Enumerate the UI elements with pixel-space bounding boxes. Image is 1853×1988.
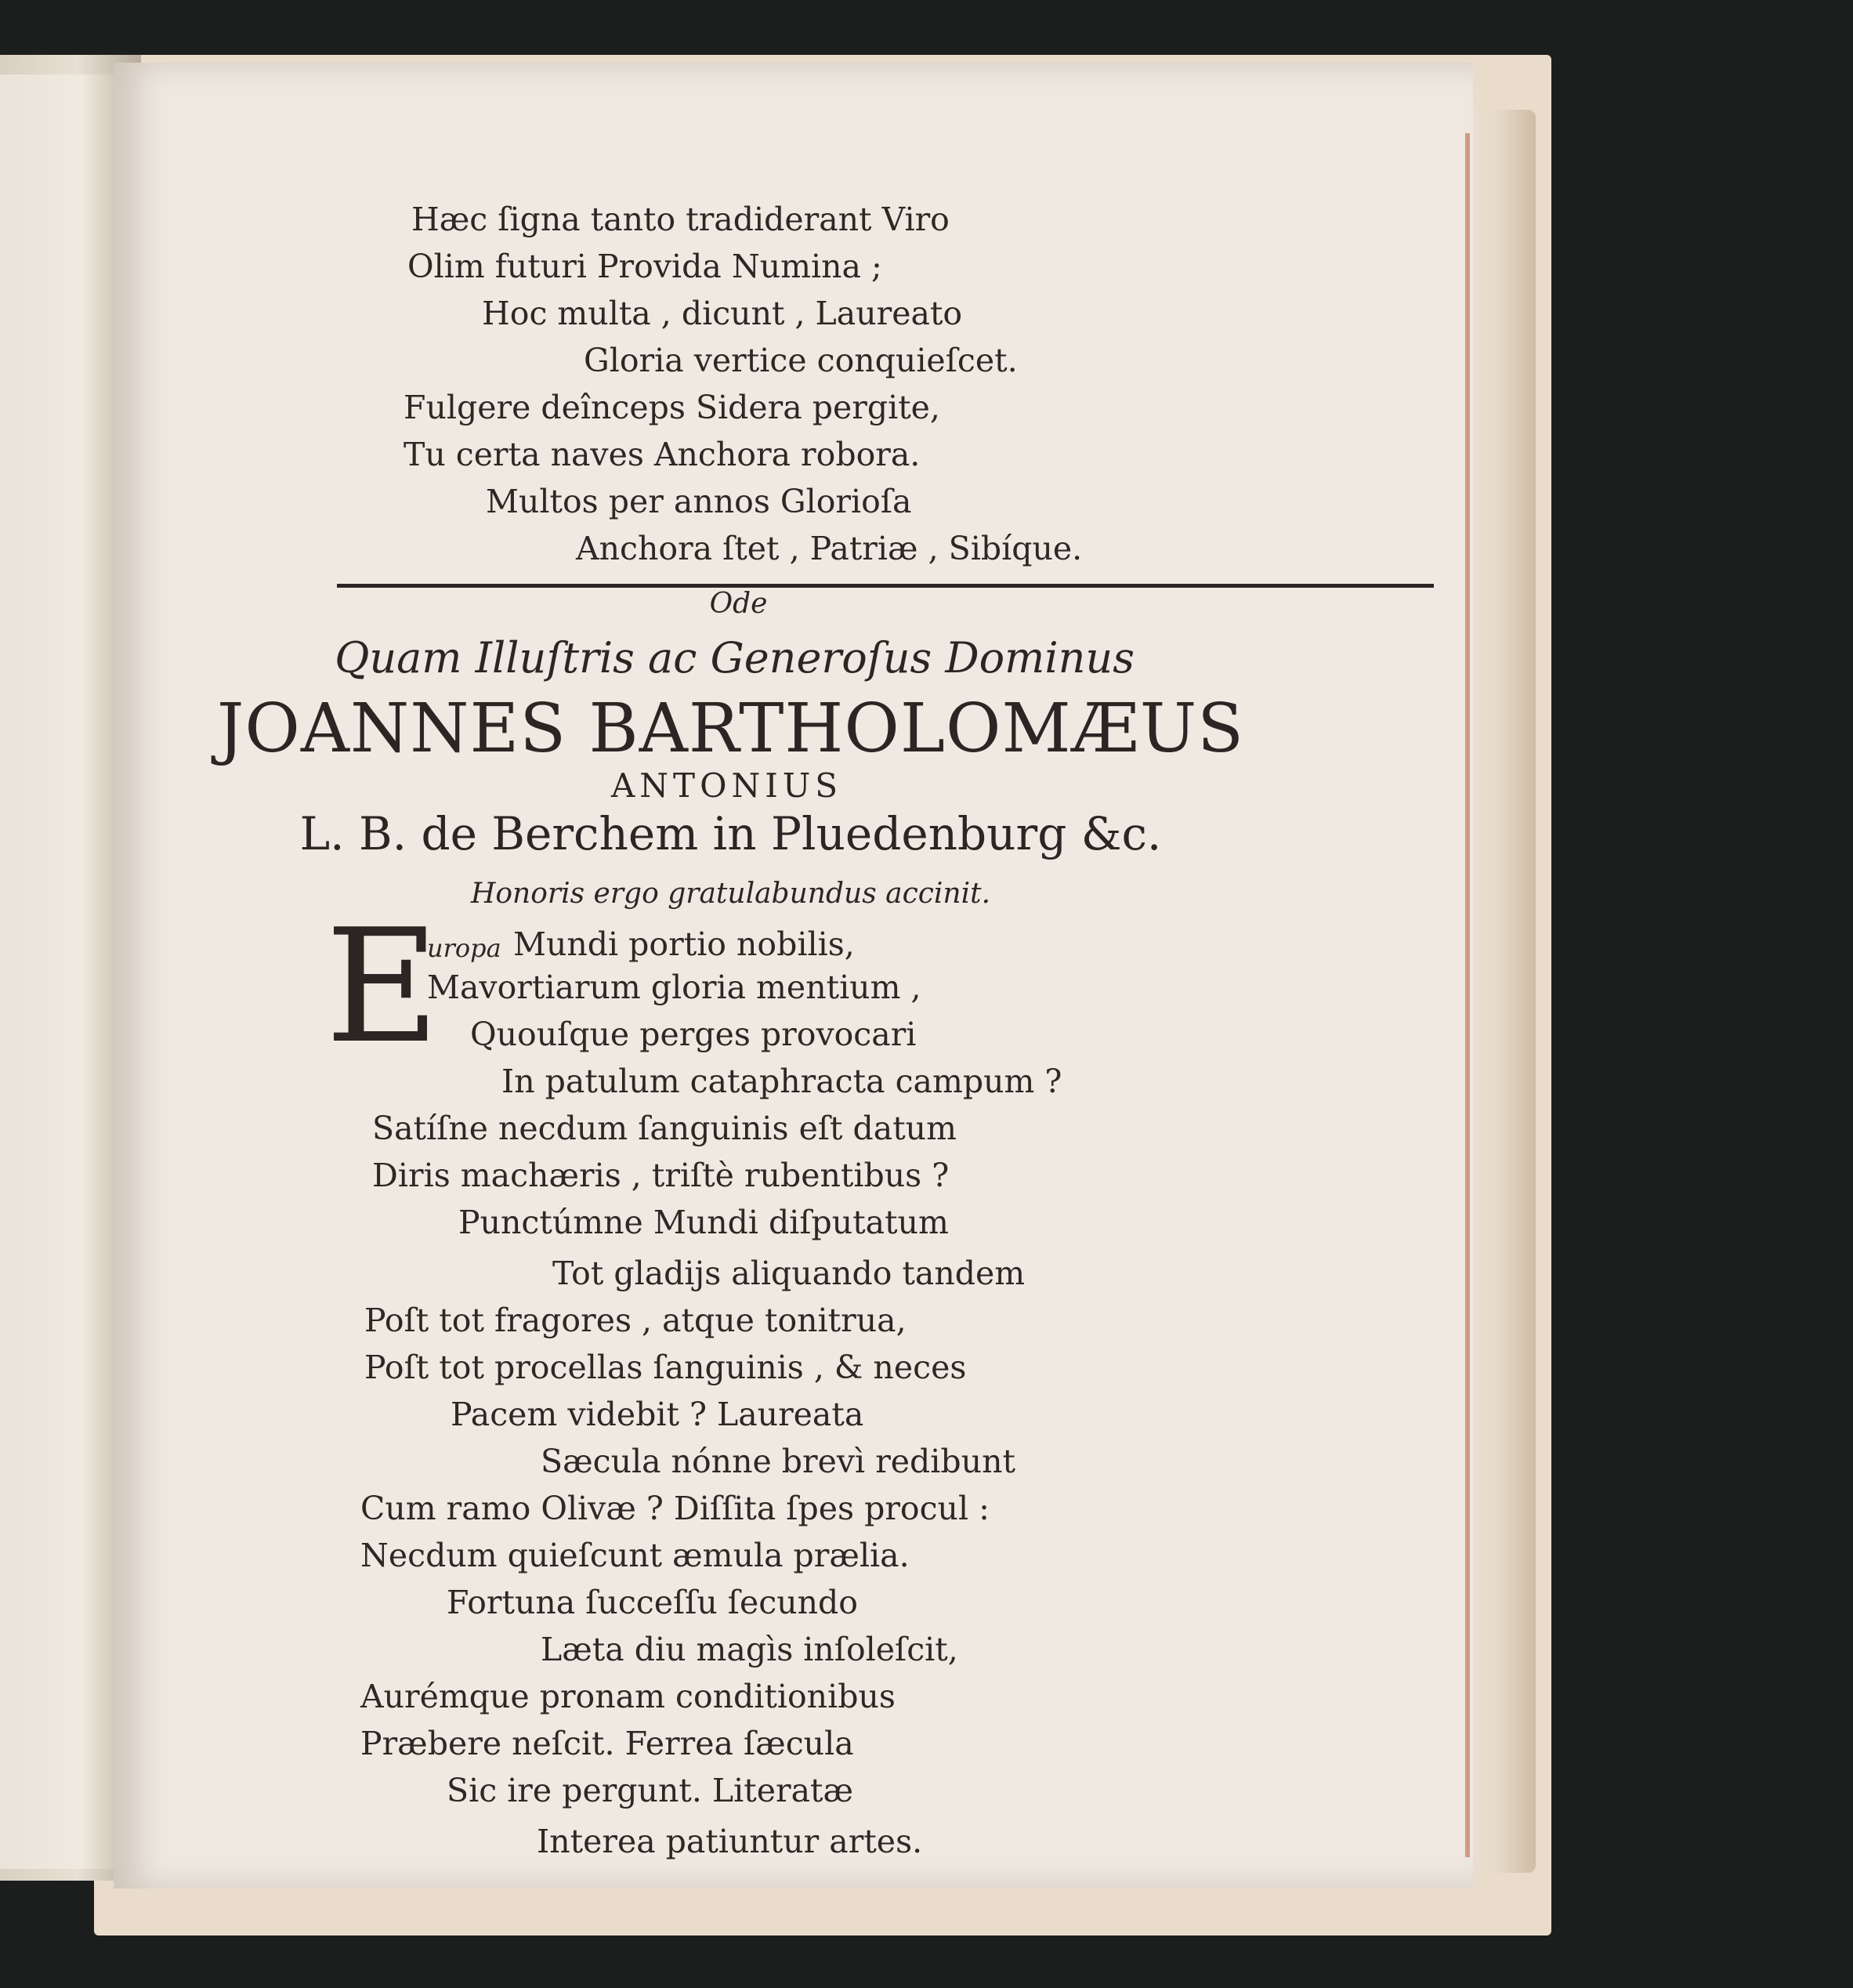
heading-dedication: Honoris ergo gratulabundus accinit. [470,878,991,910]
heading-name: JOANNES BARTHOLOMÆUS [216,690,1245,768]
heading-title: L. B. de Berchem in Pluedenburg &c. [299,807,1162,860]
ode-line: Necdum quieſcunt æmula prælia. [360,1537,910,1574]
ode-line: Læta diu magìs inſoleſcit, [541,1631,958,1668]
ode-line: Diris machæris , triſtè rubentibus ? [372,1157,950,1194]
ode-line: Poſt tot procellas ſanguinis , & neces [364,1349,967,1386]
ode-line: Præbere neſcit. Ferrea ſæcula [360,1725,854,1762]
ode-line: Pacem videbit ? Laureata [451,1396,864,1433]
ode-line: In patulum cataphracta campum ? [501,1063,1062,1100]
poem-line: Hæc ſigna tanto tradiderant Viro [411,201,950,238]
poem-line: Gloria vertice conquieſcet. [584,342,1018,379]
ode-line: Satíſne necdum ſanguinis eſt datum [372,1110,957,1147]
ode-line: Mundi portio nobilis, [513,925,855,963]
ode-line: Aurémque pronam conditionibus [360,1678,896,1715]
poem-line: Anchora ſtet , Patriæ , Sibíque. [576,530,1083,567]
poem-line: Hoc multa , dicunt , Laureato [482,295,963,332]
right-page [114,63,1473,1888]
poem-line: Tu certa naves Anchora robora. [404,436,921,473]
ode-line: Sæcula nónne brevì redibunt [541,1443,1015,1480]
poem-line: Fulgere deînceps Sidera pergite, [404,389,940,426]
drop-cap: E [325,896,440,1078]
ode-line: Fortuna ſucceſſu ſecundo [447,1584,858,1621]
first-word-rest: uropa [427,933,501,963]
ode-line: Quouſque perges provocari [470,1016,917,1053]
ode-line: Cum ramo Olivæ ? Diſſita ſpes procul : [360,1490,990,1527]
ode-line: Interea patiuntur artes. [537,1823,923,1860]
poem-line: Multos per annos Glorioſa [486,483,912,520]
ode-line: Poſt tot fragores , atque tonitrua, [364,1302,907,1339]
heading-intro: Quam Illuſtris ac Generoſus Dominus [335,633,1135,683]
poem-line: Olim futuri Provida Numina ; [407,248,882,285]
ode-label: Ode [709,588,768,620]
red-page-edge [1465,133,1470,1857]
left-page-edge [0,74,118,1869]
ode-line: Tot gladijs aliquando tandem [552,1255,1026,1292]
ode-line: Mavortiarum gloria mentium , [427,969,921,1006]
ode-line: Sic ire pergunt. Literatæ [447,1772,854,1809]
ode-line: Punctúmne Mundi diſputatum [458,1204,949,1241]
heading-name-second: ANTONIUS [610,766,843,805]
